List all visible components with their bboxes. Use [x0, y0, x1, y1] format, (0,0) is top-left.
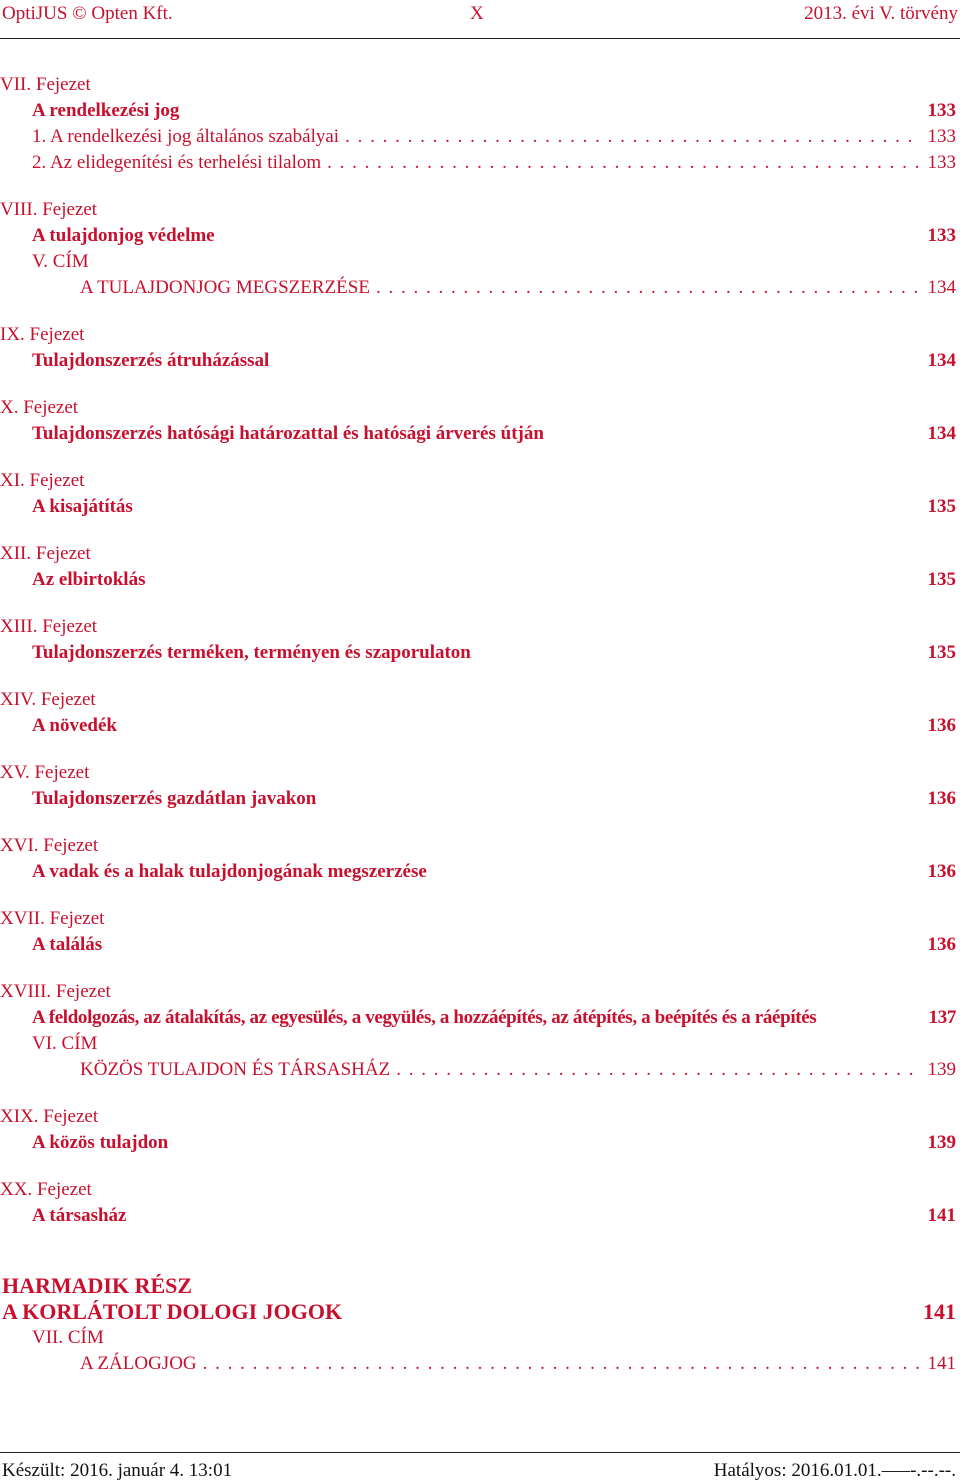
- toc-item[interactable]: [0, 150, 960, 176]
- chapter-heading[interactable]: VIII. Fejezet: [0, 199, 98, 220]
- cim-label[interactable]: VI. CÍM: [32, 1033, 98, 1054]
- dot-leader: [396, 1057, 919, 1083]
- chapter-title: A rendelkezési jog: [32, 100, 180, 121]
- chapter-title: Tulajdonszerzés gazdátlan javakon: [32, 788, 317, 809]
- cim-title: A TULAJDONJOG MEGSZERZÉSE: [80, 277, 370, 298]
- chapter-title-row[interactable]: [0, 223, 960, 249]
- cim-title: KÖZÖS TULAJDON ÉS TÁRSASHÁZ: [80, 1059, 391, 1080]
- chapter-title: Az elbirtoklás: [32, 569, 146, 590]
- page-number: 133: [927, 225, 956, 246]
- chapter-heading[interactable]: XVIII. Fejezet: [0, 981, 111, 1002]
- page-number: 136: [927, 715, 956, 736]
- toc-item-text: 1. A rendelkezési jog általános szabályai: [32, 126, 340, 147]
- page-number: 141: [927, 1205, 956, 1226]
- page-number: 134: [927, 423, 956, 444]
- toc-item[interactable]: [0, 124, 960, 150]
- chapter-title-row[interactable]: [0, 1203, 960, 1229]
- part-heading[interactable]: HARMADIK RÉSZ: [2, 1273, 193, 1298]
- chapter-heading[interactable]: XII. Fejezet: [0, 543, 91, 564]
- cim-label[interactable]: VII. CÍM: [32, 1327, 104, 1348]
- chapter-heading[interactable]: X. Fejezet: [0, 397, 79, 418]
- page-number: 135: [927, 496, 956, 517]
- chapter-heading[interactable]: XX. Fejezet: [0, 1179, 92, 1200]
- cim-label[interactable]: V. CÍM: [32, 251, 89, 272]
- chapter-title-row[interactable]: [0, 1005, 960, 1031]
- chapter-title: A tulajdonjog védelme: [32, 225, 215, 246]
- page-number: 133: [927, 152, 956, 173]
- page-number: 141: [927, 1353, 956, 1374]
- dot-leader: [376, 275, 920, 301]
- dot-leader: [345, 124, 919, 150]
- page-number: 139: [927, 1132, 956, 1153]
- page-number: 137: [928, 1007, 956, 1028]
- chapter-title-row[interactable]: [0, 421, 960, 447]
- part-title: A KORLÁTOLT DOLOGI JOGOK: [2, 1299, 343, 1324]
- cim-title-row[interactable]: [0, 1351, 960, 1377]
- footer-effective: Hatályos: 2016.01.01.–––-.--.--.: [713, 1460, 956, 1481]
- chapter-title-row[interactable]: [0, 98, 960, 124]
- page-number: 134: [927, 277, 956, 298]
- page-number: 136: [927, 788, 956, 809]
- header-rule: [0, 38, 960, 39]
- dot-leader: [327, 150, 919, 176]
- chapter-heading[interactable]: XIX. Fejezet: [0, 1106, 99, 1127]
- chapter-title-row[interactable]: [0, 640, 960, 666]
- footer-created: Készült: 2016. január 4. 13:01: [2, 1460, 233, 1481]
- chapter-heading[interactable]: XI. Fejezet: [0, 470, 85, 491]
- page-number: 139: [927, 1059, 956, 1080]
- header-law-title[interactable]: 2013. évi V. törvény: [804, 3, 958, 24]
- page-number: 135: [927, 569, 956, 590]
- chapter-title-row[interactable]: [0, 348, 960, 374]
- chapter-title: Tulajdonszerzés hatósági határozattal és hatósági árverés útján: [32, 423, 544, 444]
- chapter-heading[interactable]: XIII. Fejezet: [0, 616, 98, 637]
- chapter-title: A vadak és a halak tulajdonjogának megszerzése: [32, 861, 427, 882]
- header-publisher[interactable]: OptiJUS © Opten Kft.: [2, 3, 173, 24]
- cim-title-row[interactable]: [0, 275, 960, 301]
- dot-leader: [203, 1351, 920, 1377]
- chapter-title: A kisajátítás: [32, 496, 133, 517]
- cim-title: A ZÁLOGJOG: [80, 1353, 197, 1374]
- chapter-heading[interactable]: XVI. Fejezet: [0, 835, 99, 856]
- chapter-heading[interactable]: XV. Fejezet: [0, 762, 90, 783]
- page-number: 133: [927, 126, 956, 147]
- chapter-title-row[interactable]: [0, 859, 960, 885]
- page-number: 134: [927, 350, 956, 371]
- chapter-heading[interactable]: XVII. Fejezet: [0, 908, 105, 929]
- part-title-row[interactable]: [0, 1299, 960, 1325]
- chapter-title-row[interactable]: [0, 932, 960, 958]
- chapter-heading[interactable]: XIV. Fejezet: [0, 689, 96, 710]
- cim-title-row[interactable]: [0, 1057, 960, 1083]
- page-number: 141: [923, 1299, 956, 1324]
- page-number: 135: [927, 642, 956, 663]
- chapter-title: Tulajdonszerzés terméken, terményen és szaporulaton: [32, 642, 471, 663]
- chapter-title: A feldolgozás, az átalakítás, az egyesülés, a vegyülés, a hozzáépítés, az átépítés, a beépítés és a ráépítés: [32, 1007, 817, 1028]
- footer-rule: [0, 1452, 960, 1453]
- chapter-title-row[interactable]: [0, 786, 960, 812]
- chapter-title-row[interactable]: [0, 567, 960, 593]
- chapter-heading[interactable]: IX. Fejezet: [0, 324, 85, 345]
- chapter-title-row[interactable]: [0, 1130, 960, 1156]
- chapter-title: Tulajdonszerzés átruházással: [32, 350, 270, 371]
- chapter-title: A társasház: [32, 1205, 127, 1226]
- page-number: 133: [927, 100, 956, 121]
- table-of-contents: [0, 72, 960, 1377]
- page-number: 136: [927, 861, 956, 882]
- header-chapter-marker[interactable]: X: [470, 3, 484, 24]
- page-number: 136: [927, 934, 956, 955]
- chapter-heading[interactable]: VII. Fejezet: [0, 74, 91, 95]
- chapter-title: A növedék: [32, 715, 117, 736]
- chapter-title-row[interactable]: [0, 713, 960, 739]
- chapter-title: A találás: [32, 934, 103, 955]
- chapter-title: A közös tulajdon: [32, 1132, 169, 1153]
- chapter-title-row[interactable]: [0, 494, 960, 520]
- page-header: [0, 0, 960, 40]
- toc-item-text: 2. Az elidegenítési és terhelési tilalom: [32, 152, 322, 173]
